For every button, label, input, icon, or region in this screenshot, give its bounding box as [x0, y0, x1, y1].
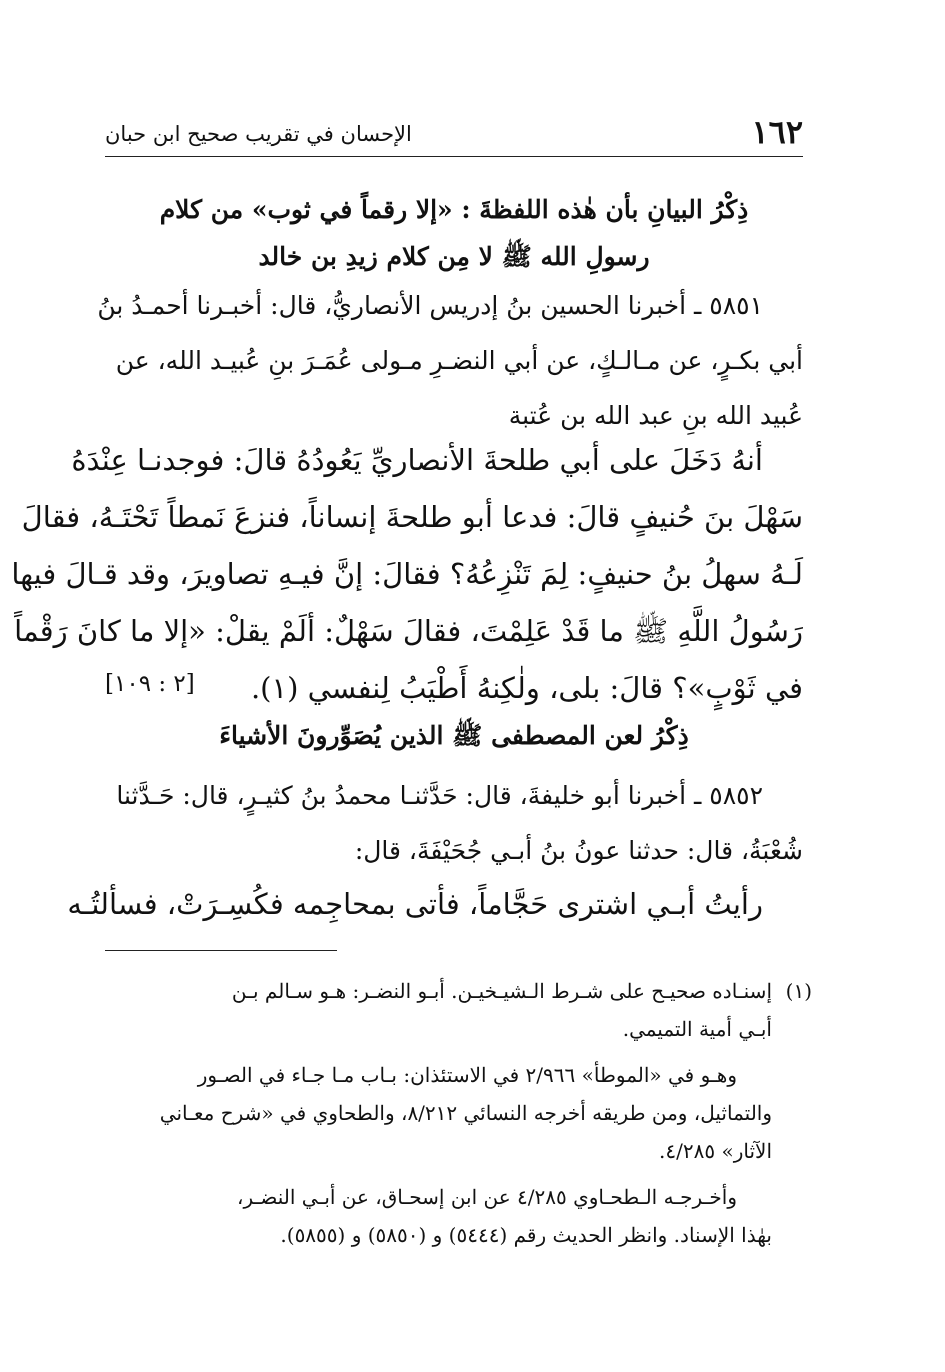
- isnad-line: أبي بكـرٍ، عن مـالـكٍ، عن أبي النضـرِ مـولى عُمَـرَ بنِ عُبيـد الله، عن: [115, 346, 803, 375]
- isnad-line: ٥٨٥١ ـ أخبرنا الحسين بنُ إدريس الأنصاريُّ، قال: أخبـرنا أحمـدُ بنُ: [97, 291, 763, 320]
- heading-line: رسولِ الله ﷺ لا مِن كلام زيدِ بن خالد: [258, 242, 650, 271]
- isnad-line: ٥٨٥٢ ـ أخبرنا أبو خليفةَ، قال: حَدَّثنـا محمدُ بنُ كثيـرٍ، قال: حَـدَّثنا: [116, 781, 763, 810]
- footnote-separator: [105, 950, 337, 951]
- hadith-5852-isnad: [105, 768, 803, 878]
- footnote-line: أبـي أمية التميمي.: [622, 1017, 772, 1041]
- page-number: ١٦٢: [751, 113, 803, 151]
- heading-line: ذِكْرُ البيانِ بأن هٰذه اللفظةَ : «إلا رقماً في ثوب» من كلام: [159, 195, 749, 224]
- footnote-paragraph: [105, 1178, 812, 1254]
- hadith-5851-isnad: [97, 278, 803, 443]
- isnad-line: شُعْبَةُ، قال: حدثنا عونُ بنُ أبـي جُحَيْفَةَ، قال:: [354, 836, 803, 865]
- matn-line: في ثَوْبٍ»؟ قالَ: بلى، ولٰكِنهُ أَطْيَبُ لِنفسي (١).: [250, 671, 803, 705]
- heading-line: ذِكْرُ لعن المصطفى ﷺ الذين يُصَوِّرونَ الأشياءَ: [219, 721, 689, 750]
- running-header: [105, 112, 803, 157]
- hadith-5852-matn: [67, 876, 803, 933]
- matn-line: أنهُ دَخَلَ على أبي طلحةَ الأنصاريِّ يَعُودُهُ قالَ: فوجدنـا عِنْدَهُ: [71, 443, 763, 477]
- footnote-paragraph: [105, 1056, 812, 1170]
- footnote-text: إسنـاده صحيـح على شـرط الـشيـخيـن. أبـو النضـر: هـو سـالم بـن: [231, 979, 772, 1003]
- footnote-line: وأخـرجـه الـطحـاوي ٤/٢٨٥ عن ابن إسحـاق، عن أبـي النضـر،: [237, 1185, 737, 1209]
- book-title: الإحسان في تقريب صحيح ابن حبان: [105, 122, 412, 146]
- footnote-line: والتماثيل، ومن طريقه أخرجه النسائي ٨/٢١٢، والطحاوي في «شرح معـاني: [159, 1101, 772, 1125]
- footnote-marker: (١): [785, 979, 812, 1003]
- chapter-heading-1: [105, 186, 803, 280]
- matn-line: رَسُولُ اللَّهِ ﷺ ما قَدْ عَلِمْتَ، فقالَ سَهْلٌ: ألَمْ يقلْ: «إلا ما كانَ رَقْماً: [14, 614, 803, 648]
- footnote-line: الآثار» ٤/٢٨٥.: [659, 1139, 772, 1163]
- footnote-line: بهٰذا الإسناد. وانظر الحديث رقم (٥٤٤٤) و (٥٨٥٠) و (٥٨٥٥).: [280, 1223, 772, 1247]
- chapter-heading-2: [105, 712, 803, 759]
- footnote-paragraph: [105, 972, 812, 1048]
- hadith-reference: [٢ : ١٠٩]: [105, 671, 195, 697]
- footnote-line: [105, 972, 812, 1010]
- hadith-5851-matn: [11, 432, 803, 717]
- isnad-line: عُبيد الله بنِ عبد الله بن عُتبة: [508, 401, 803, 430]
- footnotes: [105, 972, 812, 1262]
- footnote-line: وهـو في «الموطأ» ٢/٩٦٦ في الاستئذان: بـاب مـا جـاء في الصـور: [197, 1063, 737, 1087]
- matn-line: سَهْلَ بنَ حُنيفٍ قالَ: فدعا أبو طلحةَ إنساناً، فنزعَ نَمطاً تَحْتَـهُ، فقالَ: [21, 500, 803, 534]
- matn-line: لَـهُ سهلُ بنُ حنيفٍ: لِمَ تَنْزِعُهُ؟ فقالَ: إنَّ فيـهِ تصاويرَ، وقد قـالَ فيها: [11, 557, 803, 591]
- matn-line: رأيتُ أبـي اشترى حَجَّاماً، فأتى بمحاجِمه فكُسِـرَتْ، فسألتُـه: [67, 887, 763, 921]
